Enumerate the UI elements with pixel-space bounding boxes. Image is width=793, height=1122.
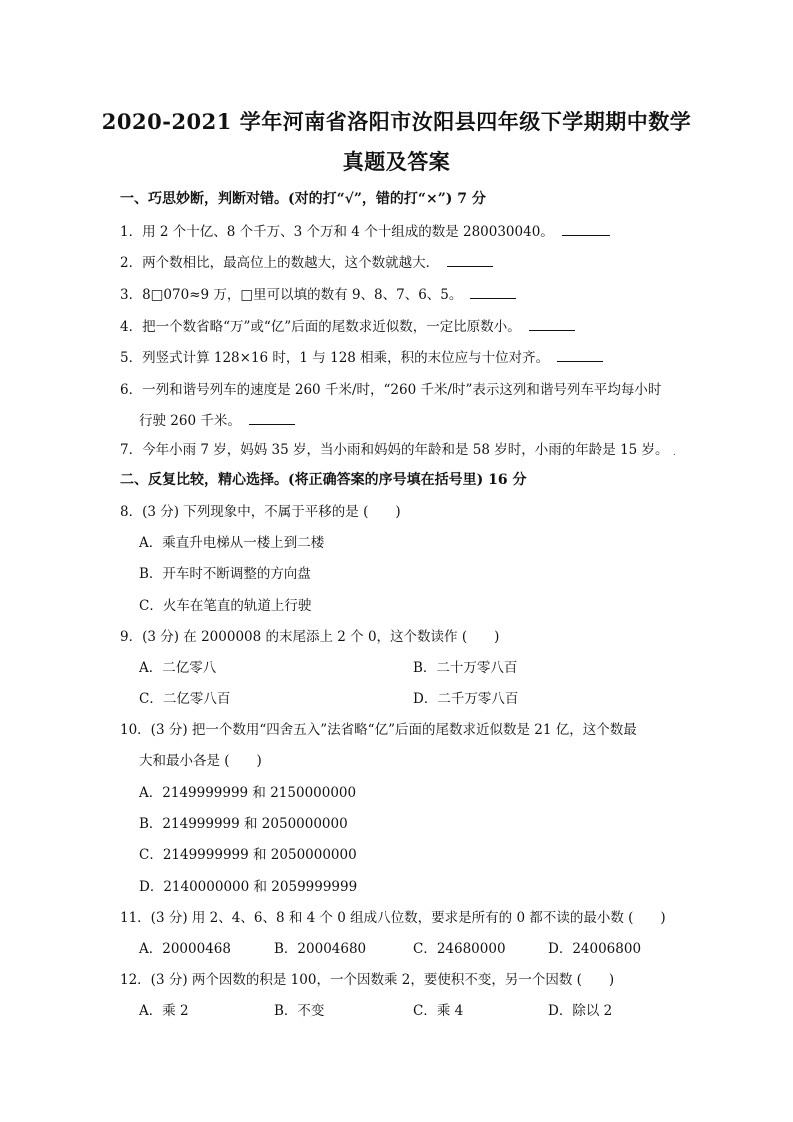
answer-blank-2[interactable] xyxy=(447,254,493,267)
question-3 xyxy=(120,283,516,303)
question-4-text: 4．把一个数省略“万”或“亿”后面的尾数求近似数，一定比原数小。 xyxy=(120,319,521,335)
answer-blank-6[interactable] xyxy=(249,412,295,425)
question-11-stem: 11．(3 分) 用 2、4、6、8 和 4 个 0 组成八位数，要求是所有的 0 都不读的最小数 ( ) xyxy=(120,910,666,926)
question-10-option-c[interactable]: C．2149999999 和 2050000000 xyxy=(139,847,357,863)
question-11-option-c[interactable]: C．24680000 xyxy=(413,941,506,957)
question-8-option-a[interactable]: A．乘直升电梯从一楼上到二楼 xyxy=(139,535,325,551)
question-1 xyxy=(120,220,610,240)
question-12-option-c[interactable]: C．乘 4 xyxy=(413,1003,464,1019)
question-10-option-b[interactable]: B．214999999 和 2050000000 xyxy=(139,816,348,832)
question-11-option-a[interactable]: A．20000468 xyxy=(139,941,231,957)
question-2 xyxy=(120,251,493,271)
question-5 xyxy=(120,346,603,366)
question-3-text: 3．8□070≈9 万，□里可以填的数有 9、8、7、6、5。 xyxy=(120,287,463,303)
question-8-option-c[interactable]: C．火车在笔直的轨道上行驶 xyxy=(139,598,312,614)
question-9-option-c[interactable]: C．二亿零八百 xyxy=(139,691,231,707)
question-10-option-a[interactable]: A．2149999999 和 2150000000 xyxy=(139,785,357,801)
question-10-stem-line2: 大和最小各是 ( ) xyxy=(139,753,262,769)
page-title-line2: 真题及答案 xyxy=(342,149,451,174)
question-12-option-a[interactable]: A．乘 2 xyxy=(139,1003,189,1019)
question-4 xyxy=(120,315,575,335)
question-12-option-d[interactable]: D．除以 2 xyxy=(548,1003,613,1019)
question-8-option-b[interactable]: B．开车时不断调整的方向盘 xyxy=(139,566,311,582)
question-9-option-d[interactable]: D．二千万零八百 xyxy=(413,691,519,707)
question-9-option-b[interactable]: B．二十万零八百 xyxy=(413,660,518,676)
question-9-stem: 9．(3 分) 在 2000008 的末尾添上 2 个 0，这个数读作 ( ) xyxy=(120,629,500,645)
page-title-line1: 2020-2021 学年河南省洛阳市汝阳县四年级下学期期中数学 xyxy=(101,109,692,134)
question-12-option-b[interactable]: B．不变 xyxy=(274,1003,325,1019)
question-6-line1: 6．一列和谐号列车的速度是 260 千米/时，“260 千米/时”表示这列和谐号列车平均每小时 xyxy=(120,382,662,398)
stray-dot: . xyxy=(673,448,676,458)
question-8-stem: 8．(3 分) 下列现象中，不属于平移的是 ( ) xyxy=(120,504,401,520)
question-2-text: 2．两个数相比，最高位上的数越大，这个数就越大． xyxy=(120,255,440,271)
question-7: 7．今年小雨 7 岁，妈妈 35 岁，当小雨和妈妈的年龄和是 58 岁时，小雨的年龄是 15 岁。 xyxy=(120,442,669,458)
question-12-stem: 12．(3 分) 两个因数的积是 100，一个因数乘 2，要使积不变，另一个因数 ( ) xyxy=(120,972,615,988)
question-1-text: 1．用 2 个十亿、8 个千万、3 个万和 4 个十组成的数是 280030040。 xyxy=(120,224,554,240)
question-11-option-d[interactable]: D．24006800 xyxy=(548,941,642,957)
question-6-text: 行驶 260 千米。 xyxy=(139,413,241,429)
section2-heading: 二、反复比较，精心选择。(将正确答案的序号填在括号里) 16 分 xyxy=(120,472,527,488)
question-10-option-d[interactable]: D．2140000000 和 2059999999 xyxy=(139,879,358,895)
question-10-stem-line1: 10．(3 分) 把一个数用“四舍五入”法省略“亿”后面的尾数求近似数是 21 亿，这个数最 xyxy=(120,722,637,738)
question-6-line2 xyxy=(139,409,295,429)
answer-blank-3[interactable] xyxy=(470,286,516,299)
question-5-text: 5．列竖式计算 128×16 时，1 与 128 相乘，积的末位应与十位对齐。 xyxy=(120,350,550,366)
answer-blank-4[interactable] xyxy=(529,318,575,331)
answer-blank-5[interactable] xyxy=(557,349,603,362)
answer-blank-1[interactable] xyxy=(562,223,610,236)
question-9-option-a[interactable]: A．二亿零八 xyxy=(139,660,217,676)
section1-heading: 一、巧思妙断，判断对错。(对的打“√”，错的打“×”) 7 分 xyxy=(120,191,486,207)
question-11-option-b[interactable]: B．20004680 xyxy=(274,941,367,957)
